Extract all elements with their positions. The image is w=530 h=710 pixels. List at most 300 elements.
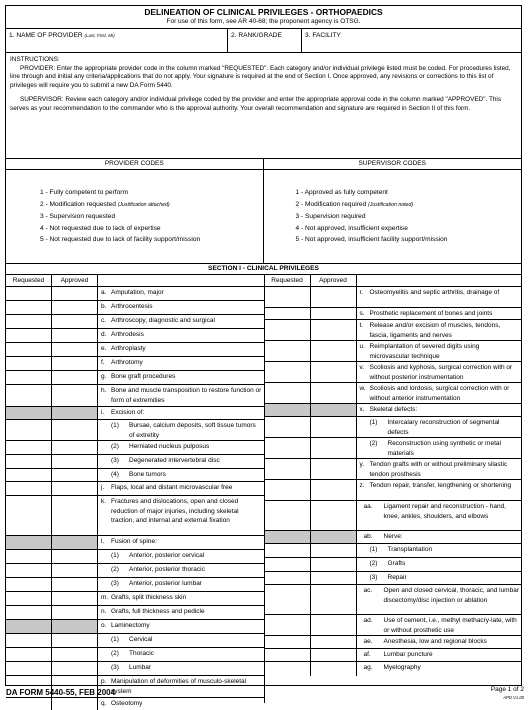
- privilege-text: [98, 550, 264, 563]
- code-item: [296, 211, 522, 223]
- provider-codes-list: [6, 170, 263, 246]
- privilege-description: Fusion of spine:: [111, 538, 157, 545]
- privilege-text: [98, 536, 264, 549]
- code-text: 5 - Not approved, insufficient facility support/mission: [295, 236, 448, 243]
- code-item: [40, 199, 263, 212]
- privilege-row: [265, 544, 522, 558]
- left-table-header: [6, 275, 264, 287]
- privilege-description: Laminectomy: [111, 622, 150, 629]
- approved-code-cell: [311, 404, 357, 416]
- supervisor-instructions: SUPERVISOR: Review each category and/or individual privilege coded by the provider and enter the appropriate approval code in the column marked "APPROVED". This serves as your recommendation to the commander who is the approval authority. Your overall recommendation and signature are required in Section II of this form.: [10, 96, 502, 112]
- privilege-description: Transplantation: [387, 546, 433, 553]
- privilege-text: [357, 585, 522, 614]
- privilege-row: [6, 620, 264, 634]
- privilege-label: ae.: [363, 638, 373, 645]
- approved-code-cell[interactable]: [311, 662, 357, 676]
- privilege-row: [265, 383, 522, 404]
- approved-code-cell[interactable]: [311, 417, 357, 437]
- privilege-text: [98, 455, 264, 468]
- privilege-row: [265, 531, 522, 544]
- privilege-label: ag.: [363, 664, 373, 671]
- requested-code-cell[interactable]: [6, 662, 52, 675]
- privilege-label: d.: [101, 331, 107, 338]
- supervisor-codes-list: [264, 170, 522, 246]
- code-item: [40, 234, 263, 246]
- approved-code-cell[interactable]: [52, 385, 98, 406]
- privilege-label: (2): [369, 440, 378, 447]
- privilege-row: [265, 459, 522, 480]
- approved-code-cell[interactable]: [52, 648, 98, 661]
- privilege-text: [357, 662, 522, 676]
- requested-code-cell[interactable]: [6, 301, 52, 314]
- privilege-description: Reconstruction using synthetic or metal materials: [387, 440, 501, 457]
- requested-code-cell[interactable]: [6, 482, 52, 495]
- requested-code-cell[interactable]: [6, 371, 52, 384]
- privilege-row: [265, 615, 522, 636]
- privilege-description: Scoliosis and lordosis, surgical correction with or without anterior instrumentation: [369, 385, 510, 402]
- privilege-label: (2): [111, 566, 119, 573]
- privilege-label: g.: [101, 373, 107, 380]
- privilege-label: (2): [111, 443, 119, 450]
- requested-code-cell[interactable]: [6, 606, 52, 619]
- privilege-label: (2): [369, 560, 378, 567]
- privilege-label: n.: [101, 608, 107, 615]
- requested-code-cell[interactable]: [6, 648, 52, 661]
- code-text: 4 - Not requested due to lack of expertise: [40, 224, 161, 232]
- privilege-row: [6, 592, 264, 606]
- privilege-text: [357, 459, 522, 479]
- privilege-description: Nerve:: [383, 533, 403, 540]
- approved-code-cell[interactable]: [311, 544, 357, 557]
- left-privileges-table: [6, 275, 264, 707]
- requested-code-cell[interactable]: [6, 455, 52, 468]
- privilege-label: h.: [101, 387, 107, 394]
- form-title: DELINEATION OF CLINICAL PRIVILEGES - ORTHOPAEDICS: [144, 7, 383, 17]
- form-subtitle: For use of this form, see AR 40-68; the proponent agency is OTSG.: [166, 18, 361, 25]
- approved-code-cell[interactable]: [52, 578, 98, 591]
- requested-code-cell[interactable]: [6, 592, 52, 605]
- privilege-text: [98, 301, 264, 314]
- privilege-row: [6, 578, 264, 592]
- privilege-text: [357, 572, 522, 584]
- privilege-text: [98, 371, 264, 384]
- facility-field[interactable]: [302, 29, 521, 52]
- requested-code-cell[interactable]: [265, 480, 311, 500]
- rank-grade-field[interactable]: [228, 29, 302, 52]
- privilege-text: [357, 362, 522, 382]
- privilege-row: [6, 407, 264, 420]
- privilege-row: [6, 301, 264, 315]
- right-privileges-table: [264, 275, 522, 703]
- approved-code-cell[interactable]: [52, 662, 98, 675]
- privilege-label: e.: [101, 345, 107, 352]
- privilege-label: (1): [369, 546, 378, 553]
- instructions-heading: INSTRUCTIONS:: [10, 56, 60, 63]
- requested-code-cell[interactable]: [265, 585, 311, 614]
- requested-code-cell: [6, 407, 52, 419]
- privilege-text: [98, 385, 264, 406]
- approved-column-header: Approved: [311, 275, 357, 286]
- code-text: 1 - Approved as fully competent: [295, 189, 388, 196]
- privilege-label: z.: [359, 482, 365, 489]
- privilege-label: ad.: [363, 617, 373, 624]
- privilege-text: [98, 648, 264, 661]
- privilege-text: [98, 592, 264, 605]
- requested-code-cell[interactable]: [265, 649, 311, 661]
- requested-code-cell: [265, 531, 311, 543]
- requested-code-cell[interactable]: [6, 496, 52, 535]
- privilege-row: [265, 362, 522, 383]
- form-header: [6, 6, 521, 29]
- privilege-row: [6, 287, 264, 301]
- approved-code-cell[interactable]: [311, 308, 357, 319]
- privilege-row: [6, 496, 264, 536]
- privilege-label: ab.: [363, 533, 373, 540]
- privilege-label: ac.: [363, 587, 373, 594]
- requested-code-cell[interactable]: [265, 287, 311, 307]
- privilege-row: [265, 417, 522, 438]
- code-text: 4 - Not approved, insufficient expertise: [295, 224, 408, 232]
- requested-code-cell[interactable]: [265, 320, 311, 340]
- approved-code-cell[interactable]: [311, 480, 357, 500]
- privilege-row: [265, 501, 522, 531]
- privilege-text: [98, 315, 264, 328]
- privilege-description: Scoliosis and kyphosis, surgical correction with or without posterior instrumentation: [369, 364, 513, 381]
- requested-code-cell[interactable]: [265, 662, 311, 676]
- approved-code-cell: [52, 536, 98, 549]
- approved-code-cell[interactable]: [311, 362, 357, 382]
- privilege-text: [357, 438, 522, 458]
- codes-block: [6, 159, 521, 264]
- privilege-text: [357, 341, 522, 361]
- privilege-row: [265, 649, 522, 662]
- privilege-text: [357, 544, 522, 557]
- privilege-row: [6, 315, 264, 329]
- privilege-text: [98, 407, 264, 419]
- privilege-row: [265, 636, 522, 649]
- privilege-description: Skeletal defects:: [369, 406, 418, 413]
- privilege-description: Herniated nucleus pulposus: [129, 443, 210, 450]
- privilege-label: c.: [101, 317, 107, 324]
- approved-code-cell[interactable]: [311, 341, 357, 361]
- privilege-row: [6, 469, 264, 482]
- approved-code-cell[interactable]: [52, 606, 98, 619]
- privilege-description: Repair: [387, 574, 407, 581]
- privilege-row: [265, 308, 522, 320]
- requested-code-cell[interactable]: [265, 383, 311, 403]
- approved-code-cell[interactable]: [52, 469, 98, 481]
- requested-code-cell[interactable]: [265, 501, 311, 530]
- approved-code-cell: [52, 620, 98, 633]
- requested-code-cell[interactable]: [265, 558, 311, 571]
- requested-code-cell[interactable]: [6, 329, 52, 342]
- privilege-label: (3): [111, 457, 119, 464]
- privilege-description: Open and closed cervical, thoracic, and lumbar discectomy/disc injection or ablation: [383, 587, 519, 604]
- requested-code-cell: [6, 536, 52, 549]
- privilege-description: Bone and muscle transposition to restore function or form of extremities: [111, 387, 262, 404]
- approved-column-header: Approved: [52, 275, 98, 286]
- requested-code-cell[interactable]: [265, 308, 311, 319]
- approved-code-cell[interactable]: [311, 649, 357, 661]
- privilege-text: [357, 320, 522, 340]
- code-text: 2 - Modification required: [295, 200, 369, 208]
- code-item: [296, 223, 522, 235]
- item-column-header: [357, 275, 522, 286]
- approved-code-cell[interactable]: [52, 287, 98, 300]
- requested-code-cell[interactable]: [6, 550, 52, 563]
- privilege-row: [265, 341, 522, 362]
- privilege-label: t.: [359, 322, 364, 329]
- requested-code-cell[interactable]: [6, 385, 52, 406]
- code-item: [40, 187, 263, 199]
- requested-code-cell[interactable]: [6, 469, 52, 481]
- approved-code-cell[interactable]: [311, 383, 357, 403]
- privilege-label: (3): [369, 574, 378, 581]
- privilege-description: Prosthetic replacement of bones and joints: [369, 310, 493, 317]
- privilege-description: Myelography: [383, 664, 421, 671]
- privilege-description: Arthroscopy, diagnostic and surgical: [111, 317, 215, 324]
- privilege-text: [357, 287, 522, 307]
- requested-code-cell[interactable]: [6, 634, 52, 647]
- approved-code-cell[interactable]: [52, 496, 98, 535]
- privilege-row: [6, 357, 264, 371]
- code-item: [296, 234, 522, 246]
- privilege-description: Intercalary reconstruction of segmental defects: [387, 419, 500, 436]
- privilege-label: q.: [101, 700, 107, 707]
- privilege-text: [98, 343, 264, 356]
- privileges-tables: [6, 275, 521, 707]
- privilege-row: [6, 371, 264, 385]
- provider-name-field[interactable]: [6, 29, 228, 52]
- privilege-text: [98, 441, 264, 454]
- privilege-label: b.: [101, 303, 107, 310]
- privilege-description: Arthroplasty: [111, 345, 146, 352]
- item-column-header: [98, 275, 264, 286]
- provider-name-label: 1. NAME OF PROVIDER: [9, 32, 83, 39]
- privilege-description: Lumbar puncture: [383, 651, 433, 658]
- requested-code-cell[interactable]: [265, 341, 311, 361]
- approved-code-cell[interactable]: [311, 287, 357, 307]
- provider-codes-header: PROVIDER CODES: [6, 159, 263, 170]
- privilege-description: Tendon repair, transfer, lengthening or shortening: [369, 482, 512, 489]
- privilege-text: [357, 308, 522, 319]
- privilege-row: [265, 404, 522, 417]
- approved-code-cell: [52, 407, 98, 419]
- privilege-description: Tendon grafts with or without preliminary silastic tendon prosthesis: [369, 461, 508, 478]
- approved-code-cell[interactable]: [52, 420, 98, 440]
- privilege-row: [265, 287, 522, 308]
- privilege-row: [6, 385, 264, 407]
- rank-grade-label: 2. RANK/GRADE: [231, 32, 282, 39]
- supervisor-codes-header: SUPERVISOR CODES: [264, 159, 522, 170]
- approved-code-cell[interactable]: [52, 455, 98, 468]
- requested-column-header: Requested: [6, 275, 52, 286]
- approved-code-cell[interactable]: [311, 501, 357, 530]
- approved-code-cell[interactable]: [52, 550, 98, 563]
- privilege-label: s.: [359, 310, 365, 317]
- approved-code-cell[interactable]: [311, 636, 357, 648]
- approved-code-cell[interactable]: [52, 634, 98, 647]
- approved-code-cell[interactable]: [311, 585, 357, 614]
- code-text: 2 - Modification requested: [40, 200, 118, 208]
- privilege-label: p.: [101, 678, 107, 685]
- privilege-text: [98, 357, 264, 370]
- privilege-description: Anterior, posterior thoracic: [129, 566, 205, 573]
- privilege-text: [357, 480, 522, 500]
- privilege-row: [265, 480, 522, 501]
- privilege-label: (2): [111, 650, 119, 657]
- approved-code-cell[interactable]: [52, 592, 98, 605]
- privilege-label: (3): [111, 664, 119, 671]
- privilege-description: Anterior, posterior cervical: [129, 552, 205, 559]
- provider-codes: [6, 159, 264, 263]
- code-note: (Justification noted): [368, 201, 414, 208]
- privilege-row: [265, 438, 522, 459]
- provider-name-note: (Last, First, MI): [84, 33, 115, 38]
- privilege-description: Lumbar: [129, 664, 152, 671]
- privilege-description: Flaps, local and distant microvascular free: [111, 484, 233, 491]
- privilege-description: Amputation, major: [111, 289, 164, 296]
- requested-code-cell[interactable]: [6, 343, 52, 356]
- privilege-description: Ligament repair and reconstruction - hand, knee, ankles, shoulders, and elbows: [383, 503, 506, 520]
- privilege-label: u.: [359, 343, 365, 350]
- code-note: (Justification attached): [117, 201, 170, 208]
- requested-code-cell[interactable]: [265, 417, 311, 437]
- privilege-description: Osteotomy: [111, 700, 143, 707]
- privilege-row: [6, 634, 264, 648]
- privilege-text: [357, 383, 522, 403]
- requested-code-cell[interactable]: [265, 572, 311, 584]
- privilege-description: Bone graft procedures: [111, 373, 176, 380]
- code-text: 5 - Not requested due to lack of facility support/mission: [40, 236, 201, 243]
- requested-code-cell[interactable]: [265, 362, 311, 382]
- approved-code-cell[interactable]: [311, 438, 357, 458]
- privilege-text: [98, 564, 264, 577]
- privilege-description: Anesthesia, low and regional blocks: [383, 638, 487, 645]
- requested-code-cell[interactable]: [265, 544, 311, 557]
- privilege-label: m.: [101, 594, 109, 601]
- privilege-label: v.: [359, 364, 365, 371]
- privilege-description: Grafts, split thickness skin: [111, 594, 187, 601]
- privilege-label: (1): [111, 636, 119, 643]
- privilege-label: (3): [111, 580, 119, 587]
- privilege-row: [6, 536, 264, 550]
- approved-code-cell: [311, 531, 357, 543]
- privilege-description: Arthrodesis: [111, 331, 144, 338]
- approved-code-cell[interactable]: [311, 615, 357, 635]
- requested-code-cell[interactable]: [6, 420, 52, 440]
- privilege-text: [98, 606, 264, 619]
- approved-code-cell[interactable]: [52, 343, 98, 356]
- approved-code-cell[interactable]: [52, 329, 98, 342]
- privilege-text: [98, 634, 264, 647]
- privilege-description: Use of cement, i.e., methyl methacry-late, with or without prosthetic use: [383, 617, 517, 634]
- privilege-row: [6, 441, 264, 455]
- privilege-text: [98, 482, 264, 495]
- approved-code-cell[interactable]: [311, 459, 357, 479]
- approved-code-cell[interactable]: [311, 320, 357, 340]
- privilege-label: (1): [369, 419, 378, 426]
- privilege-label: x.: [359, 406, 365, 413]
- privilege-row: [6, 343, 264, 357]
- approved-code-cell[interactable]: [52, 441, 98, 454]
- requested-code-cell[interactable]: [265, 438, 311, 458]
- privilege-label: j.: [101, 484, 105, 491]
- approved-code-cell[interactable]: [52, 315, 98, 328]
- page-number: Page 1 of 2: [490, 686, 524, 693]
- requested-code-cell[interactable]: [6, 357, 52, 370]
- supervisor-codes: [264, 159, 522, 263]
- requested-code-cell[interactable]: [6, 564, 52, 577]
- privilege-description: Release and/or excision of muscles, tendons, fascia, ligaments and nerves: [369, 322, 501, 339]
- privilege-description: Grafts: [387, 560, 406, 567]
- privilege-label: k.: [101, 498, 107, 505]
- privilege-description: Reimplantation of severed digits using microvascular technique: [369, 343, 480, 360]
- privilege-label: aa.: [363, 503, 373, 510]
- requested-code-cell[interactable]: [6, 287, 52, 300]
- privilege-text: [357, 636, 522, 648]
- code-item: [296, 199, 522, 212]
- provider-instructions: PROVIDER: Enter the appropriate provider code in the column marked "REQUESTED". Each category and/or individual privilege listed must be coded. For procedures listed, line through and initial any criteria/applications that do not apply. Your signature is required at the end of Section I. Once approved, any revisions or corrections to this list of privileges will require you to submit a new DA Form 5440.: [10, 64, 511, 89]
- code-text: 3 - Supervision requested: [40, 213, 116, 220]
- requested-code-cell: [6, 620, 52, 633]
- requested-code-cell[interactable]: [6, 315, 52, 328]
- privilege-label: (4): [111, 471, 119, 478]
- privilege-label: y.: [359, 461, 365, 468]
- privilege-row: [6, 606, 264, 620]
- requested-code-cell[interactable]: [6, 441, 52, 454]
- approved-code-cell[interactable]: [311, 558, 357, 571]
- code-item: [296, 187, 522, 199]
- privilege-row: [265, 558, 522, 572]
- privilege-label: a.: [101, 289, 107, 296]
- requested-code-cell[interactable]: [265, 459, 311, 479]
- privilege-label: l.: [101, 538, 105, 545]
- privilege-description: Grafts, full thickness and pedicle: [111, 608, 205, 615]
- privilege-label: i.: [101, 409, 105, 416]
- approved-code-cell[interactable]: [52, 482, 98, 495]
- privilege-description: Bone tumors: [129, 471, 166, 478]
- requested-code-cell[interactable]: [265, 615, 311, 635]
- section-title: SECTION I - CLINICAL PRIVILEGES: [6, 264, 521, 275]
- form-id: DA FORM 5440-55, FEB 2004: [6, 688, 116, 697]
- approved-code-cell[interactable]: [52, 357, 98, 370]
- approved-code-cell[interactable]: [311, 572, 357, 584]
- right-table-header: [265, 275, 522, 287]
- form-footer: [6, 686, 524, 704]
- code-text: 3 - Supervision required: [295, 213, 366, 220]
- requested-code-cell[interactable]: [265, 636, 311, 648]
- privilege-row: [6, 329, 264, 343]
- privilege-text: [357, 531, 522, 543]
- privilege-text: [98, 578, 264, 591]
- privilege-row: [6, 482, 264, 496]
- privilege-description: Cervical: [129, 636, 153, 643]
- requested-code-cell[interactable]: [6, 578, 52, 591]
- privilege-text: [357, 649, 522, 661]
- privilege-label: o.: [101, 622, 107, 629]
- privilege-description: Anterior, posterior lumbar: [129, 580, 202, 587]
- approved-code-cell[interactable]: [52, 371, 98, 384]
- approved-code-cell[interactable]: [52, 564, 98, 577]
- code-item: [40, 211, 263, 223]
- provider-info-row: [6, 29, 521, 53]
- privilege-text: [98, 287, 264, 300]
- facility-label: 3. FACILITY: [305, 32, 341, 39]
- privilege-description: Osteomyelitis and septic arthritis, drainage of: [369, 289, 500, 296]
- approved-code-cell[interactable]: [52, 301, 98, 314]
- privilege-text: [98, 329, 264, 342]
